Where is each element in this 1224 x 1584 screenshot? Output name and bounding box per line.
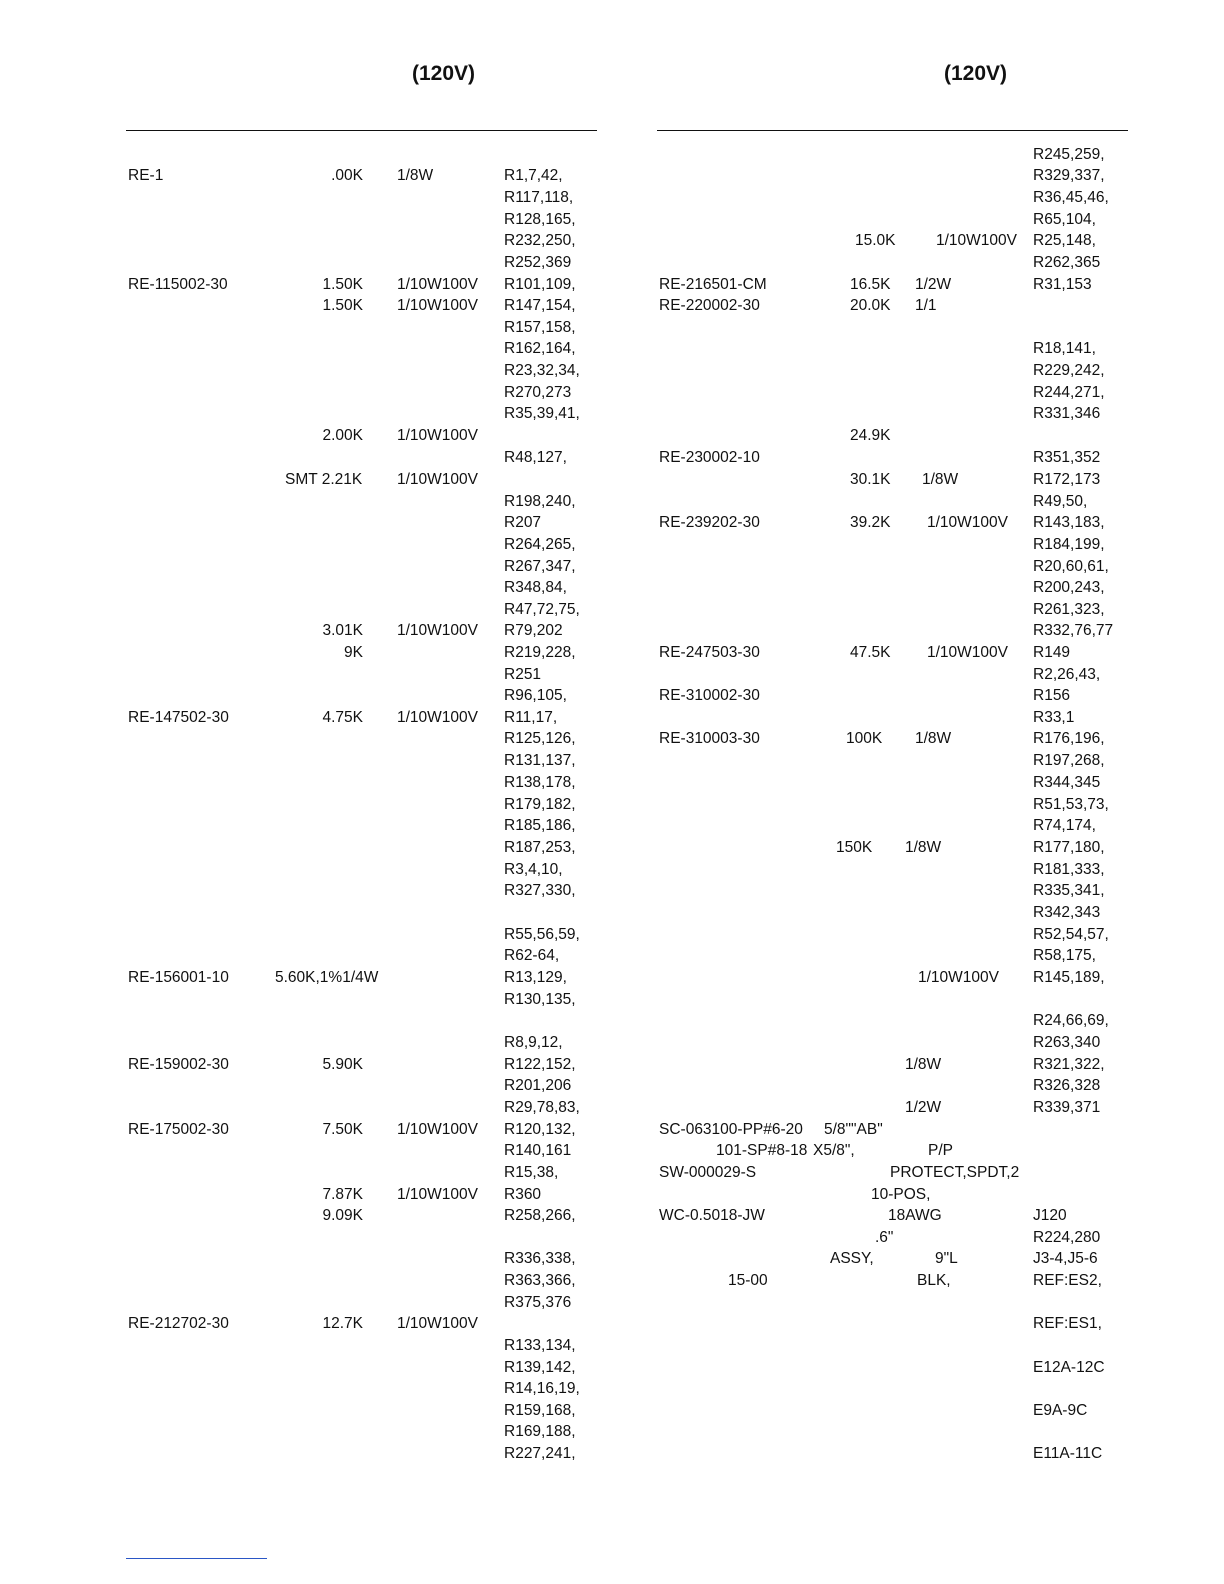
left-header-rule <box>126 130 597 131</box>
reference-designators: R15,38, <box>504 1164 559 1181</box>
parts-row <box>0 318 1224 338</box>
parts-row <box>0 426 1224 446</box>
part-rating: 1/10W100V <box>397 297 478 314</box>
left-column-voltage-header: (120V) <box>412 62 476 85</box>
parts-row <box>0 860 1224 880</box>
parts-row <box>0 361 1224 381</box>
part-value: 9.09K <box>322 1207 363 1224</box>
parts-row <box>0 968 1224 988</box>
reference-designators: R13,129, <box>504 969 567 986</box>
part-number: RE-310003-30 <box>659 730 760 747</box>
parts-row <box>0 1249 1224 1269</box>
reference-designators: R130,135, <box>504 991 576 1008</box>
part-value: 5/8""AB" <box>824 1121 883 1138</box>
reference-designators: R133,134, <box>504 1337 576 1354</box>
reference-designators: R339,371 <box>1033 1099 1101 1116</box>
parts-row <box>0 816 1224 836</box>
part-value: ASSY, <box>830 1250 874 1267</box>
part-rating: 1/10W100V <box>397 1186 478 1203</box>
parts-row <box>0 665 1224 685</box>
part-value: 39.2K <box>850 514 891 531</box>
reference-designators: R18,141, <box>1033 340 1096 357</box>
parts-row <box>0 535 1224 555</box>
reference-designators: R11,17, <box>504 709 558 726</box>
part-rating: 18AWG <box>888 1207 942 1224</box>
part-value: 12.7K <box>322 1315 363 1332</box>
reference-designators: R23,32,34, <box>504 362 580 379</box>
reference-designators: R185,186, <box>504 817 576 834</box>
parts-row <box>0 1076 1224 1096</box>
reference-designators: R169,188, <box>504 1423 576 1440</box>
reference-designators: R184,199, <box>1033 536 1105 553</box>
reference-designators: R51,53,73, <box>1033 796 1109 813</box>
parts-row <box>0 145 1224 165</box>
reference-designators: R52,54,57, <box>1033 926 1109 943</box>
reference-designators: R332,76,77 <box>1033 622 1114 639</box>
reference-designators: R131,137, <box>504 752 576 769</box>
part-rating: 1/8W <box>905 1056 942 1073</box>
reference-designators: R264,265, <box>504 536 576 553</box>
reference-designators: R187,253, <box>504 839 576 856</box>
part-number: SW-000029-S <box>659 1164 757 1181</box>
reference-designators: R198,240, <box>504 493 576 510</box>
reference-designators: R201,206 <box>504 1077 572 1094</box>
part-rating: 1/10W100V <box>397 427 478 444</box>
reference-designators: R2,26,43, <box>1033 666 1101 683</box>
part-rating: 1/8W <box>397 167 434 184</box>
part-value: 3.01K <box>322 622 363 639</box>
part-rating: .6" <box>875 1229 894 1246</box>
reference-designators: R200,243, <box>1033 579 1105 596</box>
reference-designators: R251 <box>504 666 542 683</box>
reference-designators: R147,154, <box>504 297 576 314</box>
parts-row <box>0 903 1224 923</box>
reference-designators: R157,158, <box>504 319 576 336</box>
parts-row <box>0 275 1224 295</box>
part-rating: 1/10W100V <box>397 1121 478 1138</box>
reference-designators: R122,152, <box>504 1056 576 1073</box>
reference-designators: R219,228, <box>504 644 576 661</box>
part-rating: 1/8W <box>922 471 959 488</box>
part-number: 101-SP#8-18 <box>716 1142 808 1159</box>
part-number: RE-115002-30 <box>128 276 228 293</box>
part-value: 1.50K <box>322 276 363 293</box>
reference-designators: R31,153 <box>1033 276 1092 293</box>
reference-designators: R125,126, <box>504 730 576 747</box>
parts-row <box>0 1444 1224 1464</box>
reference-designators: R14,16,19, <box>504 1380 580 1397</box>
parts-row <box>0 708 1224 728</box>
parts-row <box>0 729 1224 749</box>
reference-designators: R36,45,46, <box>1033 189 1109 206</box>
reference-designators: R262,365 <box>1033 254 1101 271</box>
reference-designators: R48,127, <box>504 449 567 466</box>
reference-designators: R156 <box>1033 687 1071 704</box>
part-rating: 10-POS, <box>871 1186 931 1203</box>
reference-designators: R197,268, <box>1033 752 1105 769</box>
reference-designators: R55,56,59, <box>504 926 580 943</box>
parts-row <box>0 448 1224 468</box>
parts-row <box>0 1379 1224 1399</box>
parts-row <box>0 1336 1224 1356</box>
right-column-voltage-header: (120V) <box>944 62 1008 85</box>
parts-row <box>0 1271 1224 1291</box>
parts-row <box>0 795 1224 815</box>
reference-designators: R96,105, <box>504 687 567 704</box>
part-value: 7.87K <box>322 1186 363 1203</box>
reference-designators: R229,242, <box>1033 362 1105 379</box>
parts-row <box>0 1358 1224 1378</box>
reference-designators: R65,104, <box>1033 211 1096 228</box>
part-rating: 9"L <box>935 1250 958 1267</box>
reference-designators: R327,330, <box>504 882 576 899</box>
part-number: WC-0.5018-JW <box>659 1207 765 1224</box>
reference-designators: R252,369 <box>504 254 572 271</box>
parts-row <box>0 253 1224 273</box>
parts-row <box>0 1141 1224 1161</box>
parts-row <box>0 1228 1224 1248</box>
part-number: SC-063100-PP#6-20 <box>659 1121 803 1138</box>
reference-designators: R321,322, <box>1033 1056 1105 1073</box>
part-number: RE-247503-30 <box>659 644 760 661</box>
reference-designators: R224,280 <box>1033 1229 1101 1246</box>
reference-designators: R117,118, <box>504 189 574 206</box>
reference-designators: R101,109, <box>504 276 576 293</box>
parts-row <box>0 1206 1224 1226</box>
part-rating: 1/10W100V <box>397 622 478 639</box>
reference-designators: R342,343 <box>1033 904 1101 921</box>
part-value: 150K <box>836 839 873 856</box>
part-rating: 1/10W100V <box>397 471 478 488</box>
parts-row <box>0 1120 1224 1140</box>
parts-row <box>0 600 1224 620</box>
parts-row <box>0 578 1224 598</box>
part-value: 1.50K <box>322 297 363 314</box>
part-rating: PROTECT,SPDT,2 <box>890 1164 1020 1181</box>
reference-designators: R232,250, <box>504 232 576 249</box>
reference-designators: R25,148, <box>1033 232 1096 249</box>
reference-designators: R33,1 <box>1033 709 1075 726</box>
part-value: 30.1K <box>850 471 891 488</box>
parts-row <box>0 621 1224 641</box>
parts-row <box>0 643 1224 663</box>
part-rating: 1/10W100V <box>397 276 478 293</box>
reference-designators: R172,173 <box>1033 471 1101 488</box>
right-header-rule <box>657 130 1128 131</box>
parts-row <box>0 1401 1224 1421</box>
parts-row <box>0 513 1224 533</box>
part-rating: 1/1 <box>915 297 937 314</box>
part-number: RE-175002-30 <box>128 1121 229 1138</box>
part-value: 16.5K <box>850 276 891 293</box>
parts-row <box>0 686 1224 706</box>
part-number: RE-216501-CM <box>659 276 767 293</box>
reference-designators: R3,4,10, <box>504 861 563 878</box>
parts-row <box>0 1011 1224 1031</box>
part-rating: 1/10W100V <box>927 644 1008 661</box>
part-rating: 1/10W100V <box>397 709 478 726</box>
reference-designators: R348,84, <box>504 579 567 596</box>
part-value: SMT 2.21K <box>285 471 363 488</box>
reference-designators: R140,161 <box>504 1142 572 1159</box>
reference-designators: R20,60,61, <box>1033 558 1109 575</box>
parts-row <box>0 1098 1224 1118</box>
part-number: RE-147502-30 <box>128 709 229 726</box>
reference-designators: R162,164, <box>504 340 576 357</box>
reference-designators: R360 <box>504 1186 542 1203</box>
parts-row <box>0 492 1224 512</box>
part-rating: 1/8W <box>915 730 952 747</box>
parts-row <box>0 1314 1224 1334</box>
parts-row <box>0 383 1224 403</box>
reference-designators: E12A-12C <box>1033 1359 1105 1376</box>
part-value: 5.90K <box>322 1056 363 1073</box>
reference-designators: R335,341, <box>1033 882 1105 899</box>
reference-designators: R49,50, <box>1033 493 1088 510</box>
parts-row <box>0 231 1224 251</box>
reference-designators: R258,266, <box>504 1207 576 1224</box>
part-value: .00K <box>331 167 363 184</box>
parts-row <box>0 470 1224 490</box>
part-number: RE-239202-30 <box>659 514 760 531</box>
parts-row <box>0 339 1224 359</box>
reference-designators: R207 <box>504 514 542 531</box>
part-number: RE-230002-10 <box>659 449 760 466</box>
parts-row <box>0 210 1224 230</box>
reference-designators: R326,328 <box>1033 1077 1101 1094</box>
parts-row <box>0 881 1224 901</box>
reference-designators: R245,259, <box>1033 146 1105 163</box>
footer-link-rule <box>126 1558 267 1559</box>
part-rating: 1/10W100V <box>936 232 1017 249</box>
reference-designators: R336,338, <box>504 1250 576 1267</box>
parts-row <box>0 296 1224 316</box>
reference-designators: R79,202 <box>504 622 563 639</box>
part-rating: 1/10W100V <box>918 969 999 986</box>
reference-designators: R331,346 <box>1033 405 1101 422</box>
part-value: 24.9K <box>850 427 891 444</box>
parts-row <box>0 1293 1224 1313</box>
parts-row <box>0 773 1224 793</box>
part-value: 9K <box>344 644 363 661</box>
part-rating: BLK, <box>917 1272 951 1289</box>
reference-designators: R270,273 <box>504 384 572 401</box>
parts-row <box>0 946 1224 966</box>
reference-designators: R138,178, <box>504 774 576 791</box>
parts-row <box>0 925 1224 945</box>
reference-designators: R120,132, <box>504 1121 576 1138</box>
reference-designators: R62-64, <box>504 947 560 964</box>
reference-designators: R263,340 <box>1033 1034 1101 1051</box>
part-number: RE-159002-30 <box>128 1056 229 1073</box>
reference-designators: R261,323, <box>1033 601 1105 618</box>
reference-designators: R128,165, <box>504 211 576 228</box>
reference-designators: R1,7,42, <box>504 167 563 184</box>
reference-designators: R176,196, <box>1033 730 1105 747</box>
reference-designators: R35,39,41, <box>504 405 580 422</box>
parts-row <box>0 188 1224 208</box>
parts-row <box>0 1163 1224 1183</box>
parts-row <box>0 404 1224 424</box>
reference-designators: R267,347, <box>504 558 576 575</box>
part-value: 15.0K <box>855 232 896 249</box>
parts-row <box>0 1033 1224 1053</box>
part-value: 7.50K <box>322 1121 363 1138</box>
part-number: 15-00 <box>728 1272 768 1289</box>
reference-designators: E11A-11C <box>1033 1445 1103 1462</box>
part-rating: 1/2W <box>915 276 952 293</box>
reference-designators: R149 <box>1033 644 1071 661</box>
reference-designators: R244,271, <box>1033 384 1105 401</box>
part-rating: 1/2W <box>905 1099 942 1116</box>
parts-row <box>0 166 1224 186</box>
part-rating: 1/8W <box>905 839 942 856</box>
parts-row <box>0 1422 1224 1442</box>
part-rating: P/P <box>928 1142 953 1159</box>
part-value: 47.5K <box>850 644 891 661</box>
part-number: RE-156001-10 <box>128 969 229 986</box>
reference-designators: R58,175, <box>1033 947 1096 964</box>
part-number: RE-212702-30 <box>128 1315 229 1332</box>
reference-designators: R179,182, <box>504 796 576 813</box>
part-number: RE-310002-30 <box>659 687 760 704</box>
reference-designators: REF:ES1, <box>1033 1315 1102 1332</box>
part-value: 20.0K <box>850 297 891 314</box>
part-number: RE-220002-30 <box>659 297 760 314</box>
part-value: 5.60K,1%1/4W <box>275 969 379 986</box>
part-rating: 1/10W100V <box>927 514 1008 531</box>
reference-designators: R177,180, <box>1033 839 1105 856</box>
reference-designators: R47,72,75, <box>504 601 580 618</box>
part-rating: 1/10W100V <box>397 1315 478 1332</box>
reference-designators: REF:ES2, <box>1033 1272 1102 1289</box>
parts-row <box>0 990 1224 1010</box>
parts-row <box>0 838 1224 858</box>
reference-designators: R143,183, <box>1033 514 1105 531</box>
parts-row <box>0 1055 1224 1075</box>
reference-designators: R375,376 <box>504 1294 572 1311</box>
reference-designators: R344,345 <box>1033 774 1101 791</box>
reference-designators: R145,189, <box>1033 969 1105 986</box>
part-value: 100K <box>846 730 883 747</box>
reference-designators: R329,337, <box>1033 167 1105 184</box>
reference-designators: R139,142, <box>504 1359 576 1376</box>
reference-designators: E9A-9C <box>1033 1402 1088 1419</box>
reference-designators: R8,9,12, <box>504 1034 563 1051</box>
reference-designators: R74,174, <box>1033 817 1096 834</box>
reference-designators: R24,66,69, <box>1033 1012 1109 1029</box>
reference-designators: R159,168, <box>504 1402 576 1419</box>
parts-row <box>0 557 1224 577</box>
reference-designators: R363,366, <box>504 1272 576 1289</box>
part-value: 4.75K <box>322 709 363 726</box>
reference-designators: R181,333, <box>1033 861 1105 878</box>
reference-designators: R227,241, <box>504 1445 576 1462</box>
parts-row <box>0 751 1224 771</box>
reference-designators: R351,352 <box>1033 449 1101 466</box>
reference-designators: R29,78,83, <box>504 1099 580 1116</box>
part-value: 2.00K <box>322 427 363 444</box>
reference-designators: J120 <box>1033 1207 1067 1224</box>
parts-row <box>0 1185 1224 1205</box>
reference-designators: J3-4,J5-6 <box>1033 1250 1098 1267</box>
part-number: RE-1 <box>128 167 164 184</box>
part-value: X5/8", <box>813 1142 855 1159</box>
